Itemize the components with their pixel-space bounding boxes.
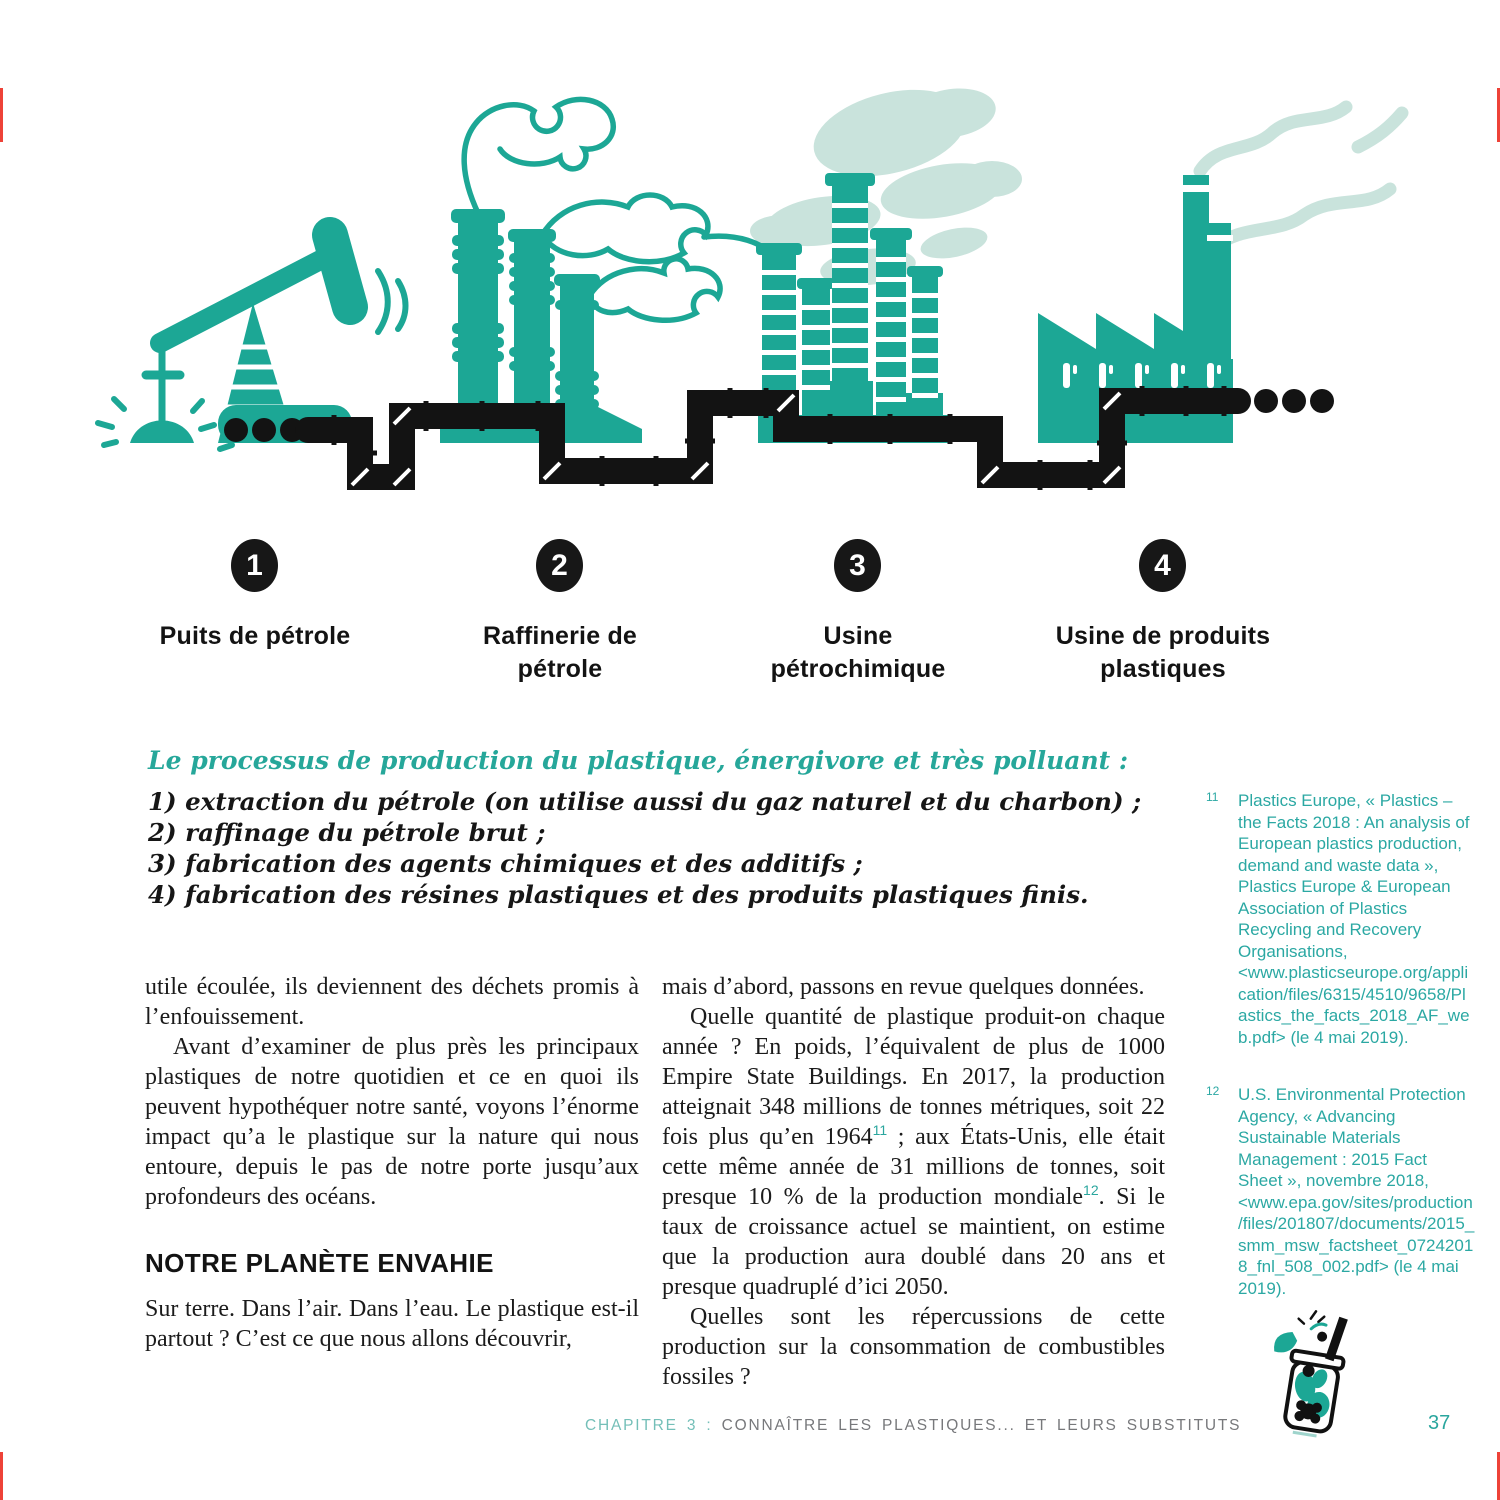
red-edge-mark-bottom-left: [0, 1452, 3, 1500]
section-heading: NOTRE PLANÈTE ENVAHIE: [145, 1248, 494, 1278]
paragraph: Quelles sont les répercussions de cette production sur la consommation de combustibles fossiles ?: [662, 1304, 1165, 1390]
step-1-label: Puits de pétrole: [159, 622, 351, 650]
red-edge-mark-top-left: [0, 88, 3, 142]
step-3-number: 3: [849, 548, 866, 582]
pump-motion-arcs: [378, 271, 406, 332]
caption-item-3: 3) fabrication des agents chimiques et des additifs ;: [148, 849, 863, 878]
footnote-reference-12: 12: [1083, 1182, 1099, 1198]
step-4-label: Usine de produits plastiques: [1055, 622, 1271, 683]
caption-item-1: 1) extraction du pétrole (on utilise aussi du gaz naturel et du charbon) ;: [148, 787, 1142, 816]
step-1-number: 1: [246, 548, 263, 582]
step-4-badge: [1139, 539, 1186, 592]
step-2-badge: [536, 539, 583, 592]
footnote-11-text: Plastics Europe, « Plastics – the Facts 2018 : An analysis of European plastics production, demand and waste data », Plastics Europe & European Association of Plastics Recycling and Recovery Organisations, <www.plasticseurope.org/application/files/6315/4510/9658/Plastics_the_facts_2018_AF_web.pdf> (le 4 mai 2019).: [1238, 791, 1470, 1047]
page-number: 37: [1428, 1412, 1451, 1434]
paragraph: Quelle quantité de plastique produit-on chaque année ? En poids, l’équivalent de plus de 1000 Empire State Buildings. En 2017, la production atteignait 348 millions de tonnes métriques, soit 22 fois plus qu’en 1964$^{11}$ ; aux États-Unis, elle était cette même année de 31 millions de tonnes, soit presque 10 % de la production mondiale$^{12}$. Si le taux de croissance actuel se maintient, on estime que la production aura doublé dans 20 ans et presque quadruplé d’ici 2050.: [662, 1004, 1165, 1300]
caption-title: Le processus de production du plastique, énergivore et très polluant :: [148, 746, 1129, 775]
step-1-badge: [231, 539, 278, 592]
body-column-right: [662, 972, 1165, 1392]
step-3-badge: [834, 539, 881, 592]
footnote-12-number: 12: [1206, 1084, 1220, 1098]
footnote-12-text: U.S. Environmental Protection Agency, « Advancing Sustainable Materials Management : 2015 Fact Sheet », novembre 2018, <www.epa.gov/sites/production/files/201807/documents/2015_smm_msw_factsheet_07242018_fnl_508_002.pdf> (le 4 mai 2019).: [1238, 1085, 1475, 1298]
paragraph: utile écoulée, ils deviennent des déchets promis à l’enfouissement.: [145, 974, 639, 1030]
footnote-reference-11: 11: [872, 1122, 888, 1138]
pipeline-start-dots: [224, 418, 304, 442]
paragraph: Sur terre. Dans l’air. Dans l’eau. Le plastique est-il partout ? C’est ce que nous allons découvrir,: [145, 1296, 639, 1352]
step-2-number: 2: [551, 548, 568, 582]
footer-chapter-title: CONNAÎTRE LES PLASTIQUES... ET LEURS SUBSTITUTS: [721, 1417, 1242, 1434]
paragraph: mais d’abord, passons en revue quelques données.: [662, 974, 1145, 1000]
step-2-label: Raffinerie de pétrole: [482, 622, 638, 683]
body-column-left: [145, 972, 639, 1354]
caption-item-4: 4) fabrication des résines plastiques et des produits plastiques finis.: [148, 880, 1089, 909]
jar-with-plants-icon: [1262, 1308, 1366, 1438]
plastic-production-process-illustration: [90, 85, 1430, 525]
footnote-11: [1206, 790, 1475, 1048]
footnote-11-number: 11: [1206, 790, 1219, 804]
figure-caption: [148, 746, 1178, 910]
pipeline-end-dots: [1254, 389, 1334, 413]
oil-pump-icon: [98, 235, 406, 449]
caption-item-2: 2) raffinage du pétrole brut ;: [148, 818, 546, 847]
running-footer: [585, 1417, 1241, 1435]
step-4-number: 4: [1154, 548, 1171, 582]
step-3-label: Usine pétrochimique: [770, 622, 946, 683]
footnote-12: [1206, 1084, 1475, 1299]
footer-chapter-label: CHAPITRE 3 :: [585, 1417, 713, 1434]
paragraph: Avant d’examiner de plus près les principaux plastiques de notre quotidien et ce en quoi ils peuvent hypothéquer notre santé, voyons l’énorme impact qu’a le plastique sur la nature qui nous entoure, depuis le pas de notre porte jusqu’aux profondeurs des océans.: [145, 1034, 639, 1210]
